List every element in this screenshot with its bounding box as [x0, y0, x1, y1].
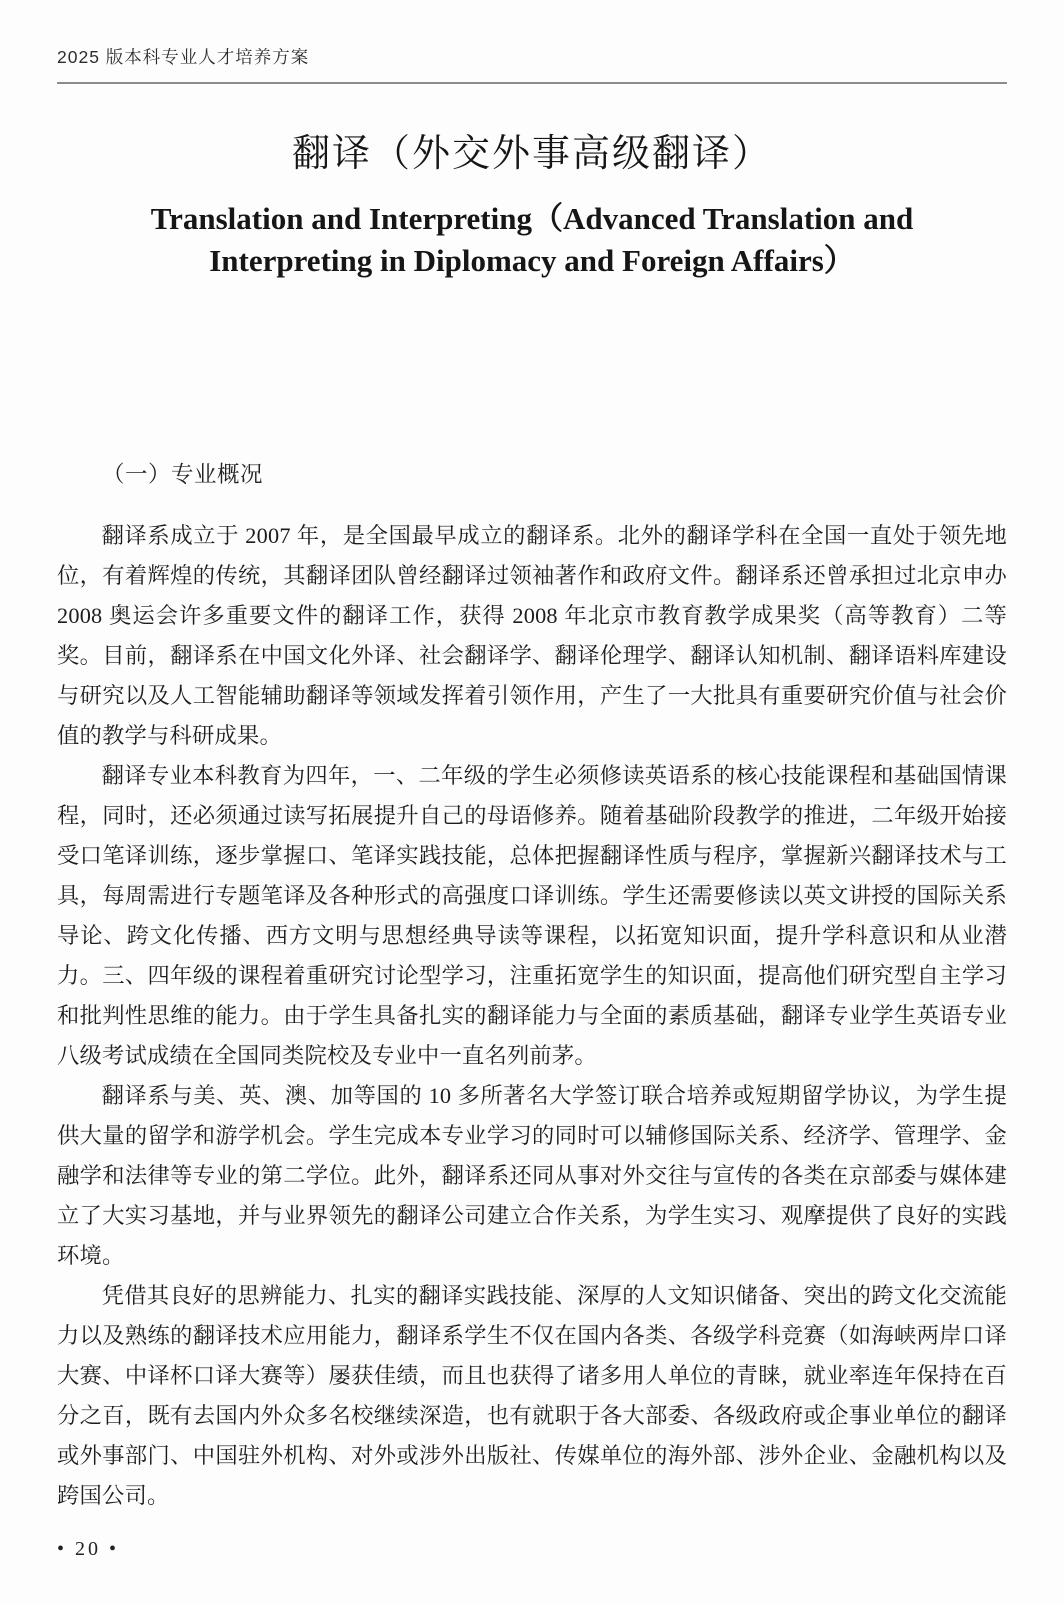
section-heading: （一）专业概况: [102, 462, 264, 487]
paragraph-curriculum: 翻译专业本科教育为四年，一、二年级的学生必须修读英语系的核心技能课程和基础国情课程，同时，还必须通过读写拓展提升自己的母语修养。随着基础阶段教学的推进，二年级开始接受口笔译训练，逐步掌握口、笔译实践技能，总体把握翻译性质与程序，掌握新兴翻译技术与工具，每周需进行专题笔译及各种形式的高强度口译训练。学生还需要修读以英文讲授的国际关系导论、跨文化传播、西方文明与思想经典导读等课程，以拓宽知识面，提升学科意识和从业潜力。三、四年级的课程着重研究讨论型学习，注重拓宽学生的知识面，提高他们研究型自主学习和批判性思维的能力。由于学生具备扎实的翻译能力与全面的素质基础，翻译专业学生英语专业八级考试成绩在全国同类院校及专业中一直名列前茅。: [57, 763, 1007, 1068]
paragraph-employment: 凭借其良好的思辨能力、扎实的翻译实践技能、深厚的人文知识储备、突出的跨文化交流能力以及熟练的翻译技术应用能力，翻译系学生不仅在国内各类、各级学科竞赛（如海峡两岸口译大赛、中译杯口译大赛等）屡获佳绩，而且也获得了诸多用人单位的青睐，就业率连年保持在百分之百，既有去国内外众多名校继续深造，也有就职于各大部委、各级政府或企事业单位的翻译或外事部门、中国驻外机构、对外或涉外出版社、传媒单位的海外部、涉外企业、金融机构以及跨国公司。: [57, 1283, 1007, 1508]
paragraph-history: 翻译系成立于 2007 年，是全国最早成立的翻译系。北外的翻译学科在全国一直处于领先地位，有着辉煌的传统，其翻译团队曾经翻译过领袖著作和政府文件。翻译系还曾承担过北京申办 2008 奥运会许多重要文件的翻译工作，获得 2008 年北京市教育教学成果奖（高等教育）二等奖。目前，翻译系在中国文化外译、社会翻译学、翻译伦理学、翻译认知机制、翻译语料库建设与研究以及人工智能辅助翻译等领域发挥着引领作用，产生了一大批具有重要研究价值与社会价值的教学与科研成果。: [57, 523, 1007, 748]
page-number: • 20 •: [57, 1538, 120, 1560]
body-paragraphs: [57, 516, 1007, 1516]
page-header: [57, 0, 1007, 84]
header-rule: [57, 82, 1007, 84]
program-title-chinese: 翻译（外交外事高级翻译）: [291, 133, 772, 175]
paragraph-exchange: 翻译系与美、英、澳、加等国的 10 多所著名大学签订联合培养或短期留学协议，为学生提供大量的留学和游学机会。学生完成本专业学习的同时可以辅修国际关系、经济学、管理学、金融学和法律等专业的第二学位。此外，翻译系还同从事对外交往与宣传的各类在京部委与媒体建立了大实习基地，并与业界领先的翻译公司建立合作关系，为学生实习、观摩提供了良好的实践环境。: [57, 1083, 1007, 1268]
section-overview: [57, 460, 1007, 1516]
running-head-title: 2025 版本科专业人才培养方案: [57, 47, 310, 67]
program-title-english: Translation and Interpreting（Advanced Translation and Interpreting in Diplomacy and Foreign Affairs）: [150, 201, 914, 278]
